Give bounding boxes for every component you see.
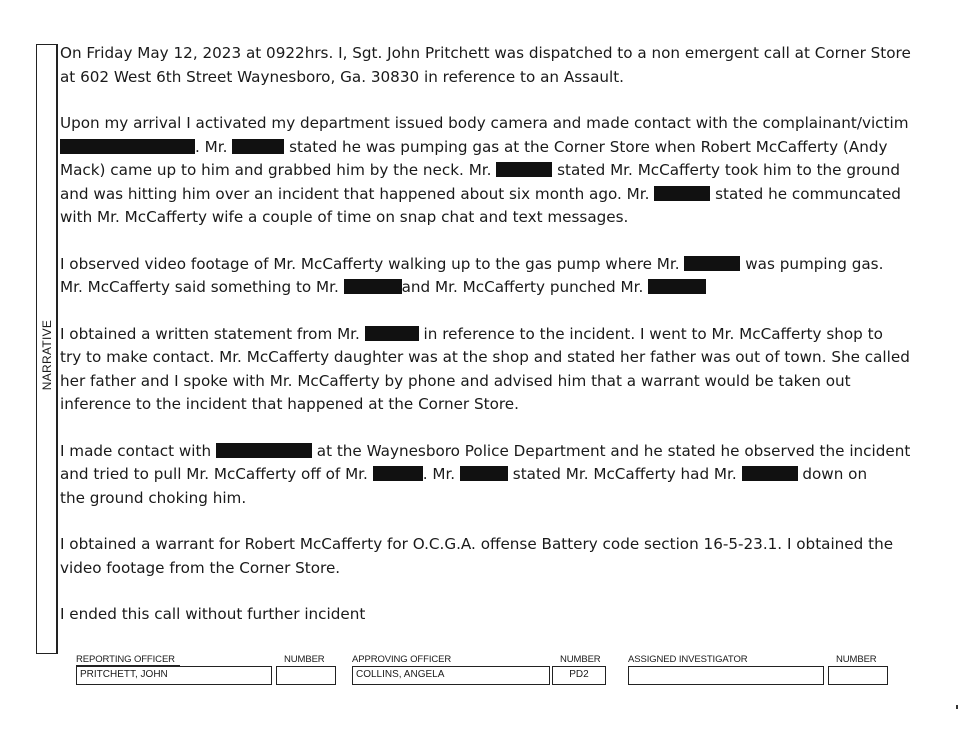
redaction-bar xyxy=(232,139,284,154)
number-field-2[interactable]: PD2 xyxy=(552,666,606,685)
text-line: and was hitting him over an incident that happened about six month ago. Mr. stated he communcated xyxy=(60,184,901,203)
text-line: Mack) came up to him and grabbed him by the neck. Mr. stated Mr. McCafferty took him to the ground xyxy=(60,161,901,179)
number-field-1[interactable] xyxy=(276,666,336,685)
narrative-side-label xyxy=(37,319,57,391)
reporting-officer-field[interactable]: PRITCHETT, JOHN xyxy=(76,666,272,685)
text-line: Mr. McCafferty said something to Mr. and Mr. McCafferty punched Mr. xyxy=(60,276,940,300)
paragraph-closing xyxy=(60,603,940,627)
narrative-text xyxy=(60,42,940,650)
paragraph-warrant xyxy=(60,533,940,580)
text-line: at 602 West 6th Street Waynesboro, Ga. 30830 in reference to an Assault. xyxy=(60,67,625,86)
redaction-bar xyxy=(60,139,195,154)
text-line: and tried to pull Mr. McCafferty off of Mr. . Mr. stated Mr. McCafferty had Mr. down on xyxy=(60,465,868,483)
text-line: I made contact with at the Waynesboro Police Department and he stated he observed the incident xyxy=(60,441,911,460)
redaction-bar xyxy=(648,279,706,294)
paragraph-video xyxy=(60,253,940,300)
text-line: I obtained a written statement from Mr. in reference to the incident. I went to Mr. McCafferty shop to xyxy=(60,324,883,343)
text-line: inference to the incident that happened at the Corner Store. xyxy=(60,395,519,413)
number-label: NUMBER xyxy=(284,654,325,665)
paragraph-arrival xyxy=(60,112,940,230)
number-label: NUMBER xyxy=(560,654,601,665)
text-line: try to make contact. Mr. McCafferty daughter was at the shop and stated her father was out of town. She called xyxy=(60,348,910,366)
text-line: On Friday May 12, 2023 at 0922hrs. I, Sgt. John Pritchett was dispatched to a non emergent call at Corner Store xyxy=(60,44,911,62)
approving-officer-field[interactable]: COLLINS, ANGELA xyxy=(352,666,550,685)
paragraph-dispatch xyxy=(60,42,940,89)
redaction-bar xyxy=(684,256,740,271)
redaction-bar xyxy=(373,466,423,481)
redaction-bar xyxy=(496,162,552,177)
text-line: I ended this call without further incident xyxy=(60,605,366,623)
assigned-investigator-field[interactable] xyxy=(628,666,824,685)
assigned-investigator-label: ASSIGNED INVESTIGATOR xyxy=(628,654,748,665)
text-line: the ground choking him. xyxy=(60,488,247,507)
redaction-bar xyxy=(742,466,798,481)
paragraph-witness xyxy=(60,440,940,511)
number-label: NUMBER xyxy=(836,654,877,665)
reporting-officer-label: REPORTING OFFICER xyxy=(76,654,180,666)
redaction-bar xyxy=(216,443,312,458)
redaction-bar xyxy=(344,279,402,294)
text-line: . Mr. stated he was pumping gas at the Corner Store when Robert McCafferty (Andy xyxy=(60,136,940,160)
approving-officer-label: APPROVING OFFICER xyxy=(352,654,452,665)
redaction-bar xyxy=(654,186,710,201)
scan-mark xyxy=(956,705,958,709)
paragraph-statement xyxy=(60,323,940,417)
narrative-label-text: NARRATIVE xyxy=(40,319,54,391)
text-line: I observed video footage of Mr. McCafferty walking up to the gas pump where Mr. was pumping gas. xyxy=(60,254,884,273)
text-line: Upon my arrival I activated my department issued body camera and made contact with the complainant/victim xyxy=(60,114,909,132)
redaction-bar xyxy=(460,466,508,481)
text-line: video footage from the Corner Store. xyxy=(60,558,341,577)
text-line: I obtained a warrant for Robert McCafferty for O.C.G.A. offense Battery code section 16-5-23.1. I obtained the xyxy=(60,535,894,553)
redaction-bar xyxy=(365,326,419,341)
text-line: her father and I spoke with Mr. McCafferty by phone and advised him that a warrant would be taken out xyxy=(60,371,851,390)
text-line: with Mr. McCafferty wife a couple of time on snap chat and text messages. xyxy=(60,208,629,226)
number-field-3[interactable] xyxy=(828,666,888,685)
